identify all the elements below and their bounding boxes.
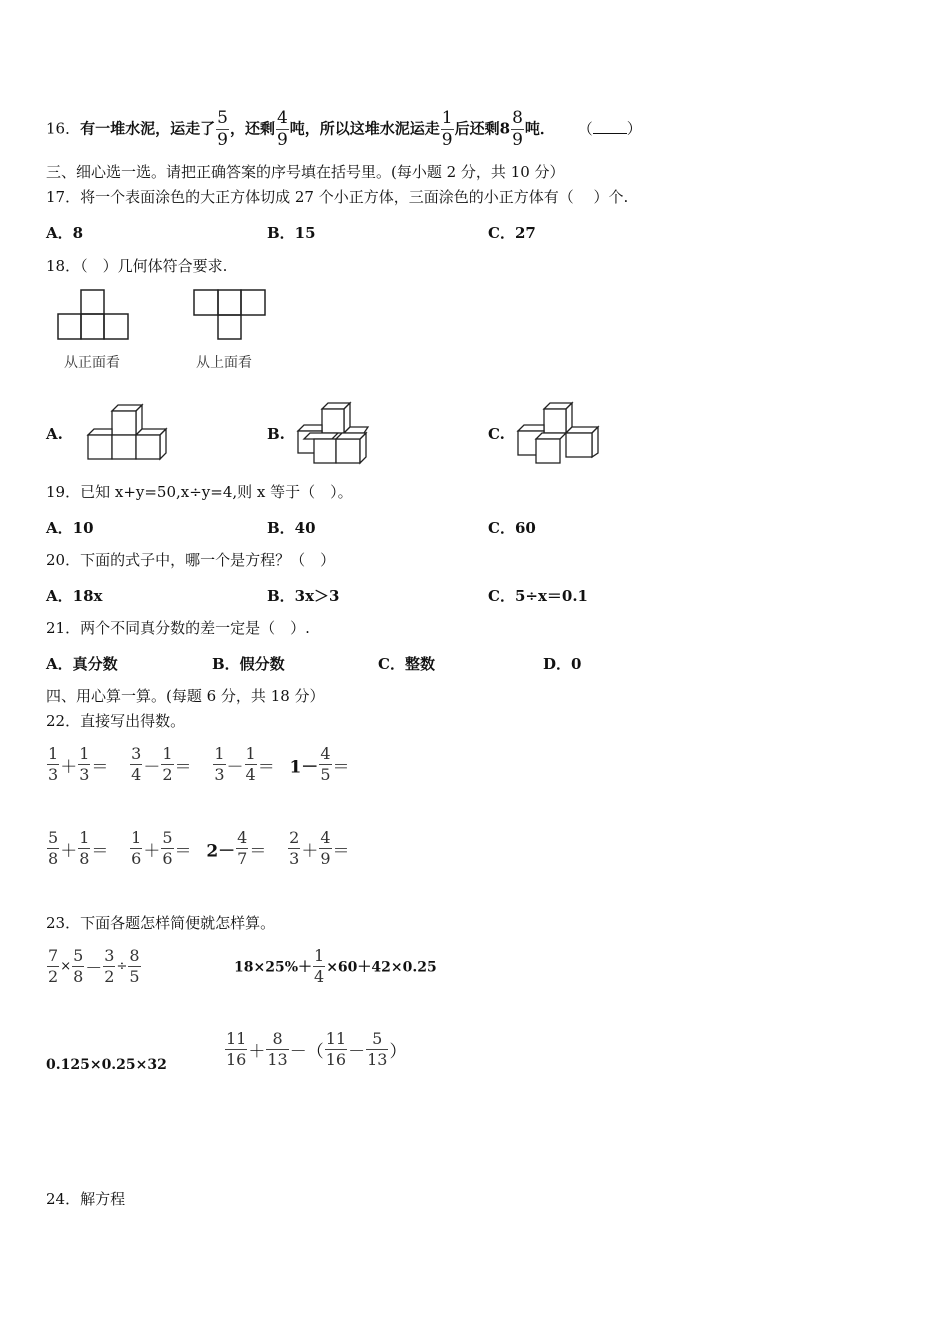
q23-text: 23．下面各题怎样简便就怎样算。 xyxy=(46,914,276,932)
q21-option-c[interactable]: C．整数 xyxy=(378,655,435,673)
q16-text-2: ，还剩 xyxy=(229,119,275,138)
q19-option-a[interactable]: A．10 xyxy=(46,519,94,537)
fraction: $\frac{8}{9}$ xyxy=(512,108,523,150)
section-3-title: 三、细心选一选。请把正确答案的序号填在括号里。(每小题 2 分，共 10 分） xyxy=(46,163,565,181)
q24-text: 24．解方程 xyxy=(46,1190,126,1208)
fraction: $\frac{1}{9}$ xyxy=(441,108,453,150)
q18-option-b-solid[interactable] xyxy=(292,401,376,467)
q20-text: 20．下面的式子中，哪一个是方程？（ ） xyxy=(46,551,336,569)
q18-option-c-label[interactable]: C. xyxy=(488,425,505,443)
answer-blank[interactable] xyxy=(593,121,627,134)
q21-option-a[interactable]: A．真分数 xyxy=(46,655,118,673)
q17-option-c[interactable]: C．27 xyxy=(488,224,536,242)
q18-option-c-solid[interactable] xyxy=(514,401,604,467)
q19-option-c[interactable]: C．60 xyxy=(488,519,536,537)
q22-text: 22．直接写出得数。 xyxy=(46,712,186,730)
q16-text-1: 有一堆水泥，运走了 xyxy=(80,119,216,138)
expression: $\frac{1}{3}$ ＋ $\frac{1}{3}$ ＝ xyxy=(48,744,109,784)
expression: $\frac{1}{6}$ ＋ $\frac{5}{6}$ ＝ xyxy=(131,828,192,868)
expression: $\frac{1}{3}$ － $\frac{1}{4}$ ＝ xyxy=(214,744,275,784)
expression: 1－ $\frac{4}{5}$ ＝ xyxy=(289,744,350,784)
expression: $\frac{5}{8}$ ＋ $\frac{1}{8}$ ＝ xyxy=(48,828,109,868)
q21-option-d[interactable]: D．0 xyxy=(543,655,582,673)
q20-option-c[interactable]: C．5÷x＝0.1 xyxy=(488,587,588,605)
top-view-caption: 从上面看 xyxy=(196,355,252,371)
q18-option-b-label[interactable]: B. xyxy=(267,425,285,443)
q21-option-b[interactable]: B．假分数 xyxy=(212,655,285,673)
expression: 2－ $\frac{4}{7}$ ＝ xyxy=(206,828,267,868)
paren-right: ） xyxy=(626,119,642,138)
top-view-figure xyxy=(188,288,278,348)
q22-row-2 xyxy=(46,830,350,867)
q16-number: 16． xyxy=(46,119,81,138)
q19-option-b[interactable]: B．40 xyxy=(267,519,316,537)
q17-option-a[interactable]: A．8 xyxy=(46,224,84,242)
q16-text-3: 吨，所以这堆水泥运走 xyxy=(289,119,440,138)
front-view-figure xyxy=(50,288,140,348)
q18-option-a-solid[interactable] xyxy=(84,403,174,467)
q22-row-1 xyxy=(46,746,350,783)
q23-expression-4: $\frac{11}{16}$ ＋ $\frac{8}{13}$ －（ $\frac{11}{16}$ － $\frac{5}{13}$ ） xyxy=(226,1029,407,1069)
q18-option-a-label[interactable]: A. xyxy=(46,425,63,443)
expression: $\frac{3}{4}$ － $\frac{1}{2}$ ＝ xyxy=(131,744,192,784)
q16-line xyxy=(46,110,642,149)
q20-option-b[interactable]: B．3x＞3 xyxy=(267,587,340,605)
fraction: $\frac{4}{9}$ xyxy=(276,108,288,150)
q17-option-b[interactable]: B．15 xyxy=(267,224,316,242)
q23-expression-1: $\frac{7}{2}$ × $\frac{5}{8}$ － $\frac{3}{2}$ ÷ $\frac{8}{5}$ xyxy=(48,946,140,986)
mixed-whole: 8 xyxy=(499,119,511,138)
expression: $\frac{2}{3}$ ＋ $\frac{4}{9}$ ＝ xyxy=(289,828,350,868)
q17-text: 17．将一个表面涂色的大正方体切成 27 个小正方体，三面涂色的小正方体有（ ）个. xyxy=(46,188,629,206)
q16-text-5: 吨． xyxy=(524,119,555,138)
q21-text: 21．两个不同真分数的差一定是（ ）. xyxy=(46,619,310,637)
q19-text: 19．已知 x+y=50,x÷y=4,则 x 等于（ ）。 xyxy=(46,483,353,501)
q23-expression-2: 18×25%＋ $\frac{1}{4}$ ×60＋42×0.25 xyxy=(234,946,437,986)
q16-text-4: 后还剩 xyxy=(454,119,500,138)
paren-left: （ xyxy=(577,119,593,138)
fraction: $\frac{5}{9}$ xyxy=(217,108,228,150)
front-view-caption: 从正面看 xyxy=(64,355,120,371)
q23-expression-3: 0.125×0.25×32 xyxy=(46,1057,167,1073)
q20-option-a[interactable]: A．18x xyxy=(46,587,103,605)
section-4-title: 四、用心算一算。(每题 6 分，共 18 分） xyxy=(46,687,325,705)
q18-text: 18．（ ）几何体符合要求. xyxy=(46,257,228,275)
